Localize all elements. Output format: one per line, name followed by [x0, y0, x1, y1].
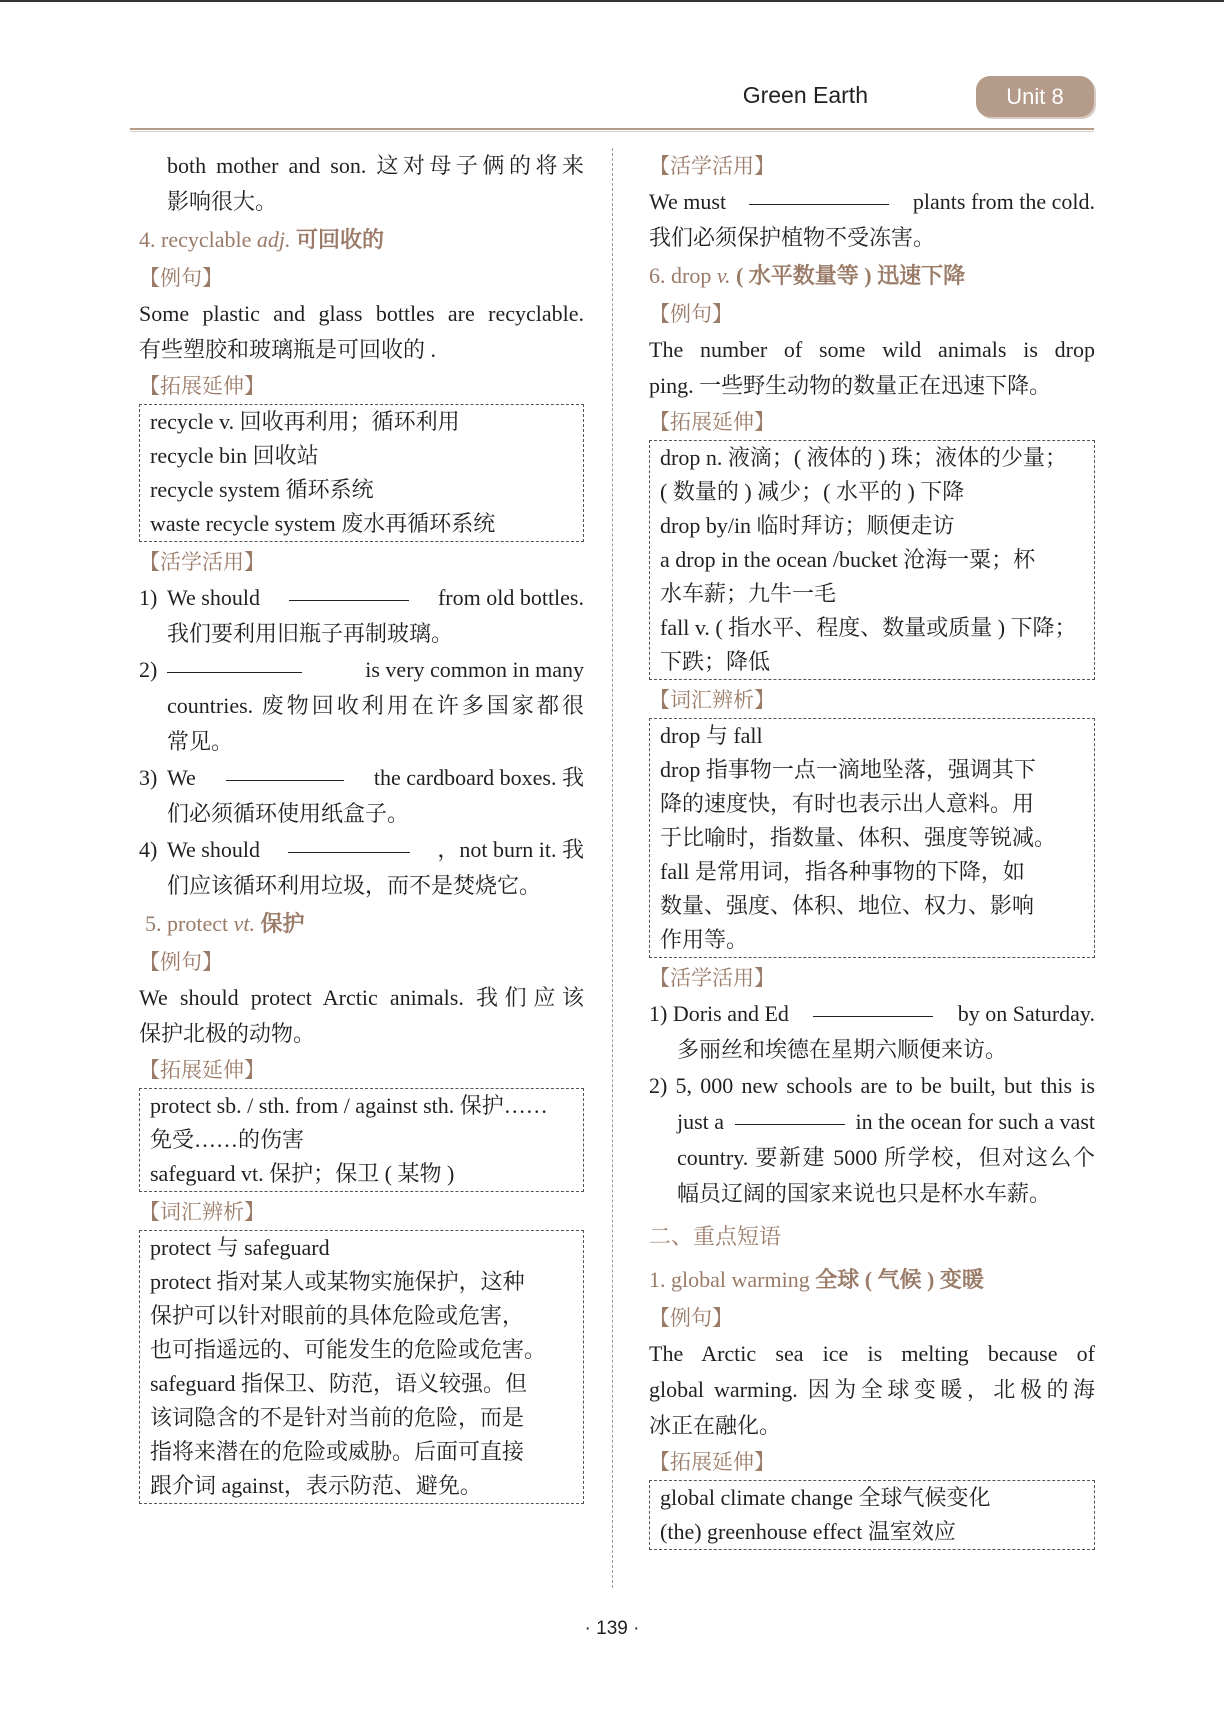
extension-line: 下跌；降低 [660, 649, 771, 674]
header-title: Green Earth [742, 82, 868, 108]
discrimination-line: 降的速度快，有时也表示出人意料。用 [660, 791, 1035, 816]
tag-practice: 【活学活用】 [649, 154, 775, 178]
header-rule-light [130, 131, 1094, 132]
exercise-2: 2) 5, 000 new schools are to be built, but this is just a in the ocean for such a vast country. 要新建 5000 所学校，但对这么个 幅员辽阔的国家来说也只是杯水车薪。 [649, 1073, 1095, 1206]
tag-extension: 【拓展延伸】 [649, 410, 775, 434]
extension-line: a drop in the ocean /bucket 沧海一粟；杯 [660, 547, 1036, 572]
tag-extension: 【拓展延伸】 [649, 1450, 775, 1474]
discrimination-box [139, 1230, 584, 1504]
discrimination-line: protect 与 safeguard [150, 1235, 330, 1260]
discrimination-line: protect 指对某人或某物实施保护，这种 [150, 1269, 525, 1294]
exercise-protect: We must plants from the cold. [649, 184, 1095, 220]
example-sentence: Some plastic and glass bottles are recyclable. [139, 301, 584, 326]
tag-example: 【例句】 [649, 302, 733, 326]
extension-box [649, 1480, 1095, 1550]
discrimination-line: 数量、强度、体积、地位、权力、影响 [660, 893, 1035, 918]
example-translation: 保护北极的动物。 [139, 1021, 316, 1046]
tag-example: 【例句】 [139, 950, 223, 974]
discrimination-line: drop 与 fall [660, 723, 763, 748]
exercise-1: 1) We should from old bottles. 我们要利用旧瓶子再制玻璃。 [139, 580, 584, 652]
extension-line: drop by/in 临时拜访；顺便走访 [660, 513, 955, 538]
exercise-2: 2) is very common in many countries. 废物回收利用在许多国家都很 常见。 [139, 652, 584, 760]
left-column [139, 148, 584, 1506]
extension-line: protect sb. / sth. from / against sth. 保护…… [150, 1093, 548, 1118]
page-number: · 139 · [584, 1618, 640, 1639]
discrimination-line: 该词隐含的不是针对当前的危险，而是 [150, 1405, 525, 1430]
example-sentence: global warming. 因为全球变暖，北极的海 [649, 1377, 1095, 1402]
tag-practice: 【活学活用】 [139, 550, 265, 574]
extension-line: global climate change 全球气候变化 [660, 1485, 991, 1510]
exercise-4: 4) We should ，not burn it. 我 们应该循环利用垃圾，而不是焚烧它。 [139, 832, 584, 904]
discrimination-line: 于比喻时，指数量、体积、强度等锐减。 [660, 825, 1057, 850]
example-sentence: We should protect Arctic animals. 我们应该 [139, 985, 584, 1010]
continued-text: 影响很大。 [167, 189, 278, 214]
entry-heading-protect: 5. protect vt. 保护 [145, 911, 305, 936]
extension-line: (the) greenhouse effect 温室效应 [660, 1519, 956, 1544]
entry-heading-drop: 6. drop v. ( 水平数量等 ) 迅速下降 [649, 263, 966, 288]
header-rule [130, 128, 1094, 130]
extension-box [139, 404, 584, 542]
extension-line: 水车薪；九牛一毛 [660, 581, 837, 606]
example-translation: 有些塑胶和玻璃瓶是可回收的 . [139, 337, 437, 362]
tag-discrimination: 【词汇辨析】 [139, 1200, 265, 1224]
extension-box [139, 1088, 584, 1192]
discrimination-line: 保护可以针对眼前的具体危险或危害， [150, 1303, 525, 1328]
discrimination-line: 作用等。 [660, 927, 749, 952]
top-border [0, 0, 1224, 2]
discrimination-line: 跟介词 against，表示防范、避免。 [150, 1473, 482, 1498]
continued-text: both mother and son. 这对母子俩的将来 [167, 153, 584, 178]
section-heading-phrases: 二、重点短语 [649, 1225, 782, 1250]
right-column [649, 148, 1095, 1552]
tag-discrimination: 【词汇辨析】 [649, 688, 775, 712]
extension-line: ( 数量的 ) 减少；( 水平的 ) 下降 [660, 479, 965, 504]
extension-line: fall v. ( 指水平、程度、数量或质量 ) 下降； [660, 615, 1077, 640]
discrimination-line: drop 指事物一点一滴地坠落，强调其下 [660, 757, 1036, 782]
extension-line: recycle system 循环系统 [150, 477, 374, 502]
tag-example: 【例句】 [649, 1306, 733, 1330]
discrimination-line: 指将来潜在的危险或威胁。后面可直接 [150, 1439, 525, 1464]
example-sentence: 冰正在融化。 [649, 1413, 782, 1438]
example-sentence: The Arctic sea ice is melting because of [649, 1341, 1095, 1366]
extension-box [649, 440, 1095, 680]
tag-practice: 【活学活用】 [649, 966, 775, 990]
column-divider [612, 148, 613, 1588]
tag-extension: 【拓展延伸】 [139, 374, 265, 398]
extension-line: waste recycle system 废水再循环系统 [150, 511, 496, 536]
example-sentence: The number of some wild animals is drop [649, 337, 1095, 362]
exercise-translation: 我们必须保护植物不受冻害。 [649, 225, 936, 250]
extension-line: drop n. 液滴；( 液体的 ) 珠；液体的少量； [660, 445, 1067, 470]
entry-heading-recyclable: 4. recyclable adj. 可回收的 [139, 227, 385, 252]
discrimination-box [649, 718, 1095, 958]
discrimination-line: safeguard 指保卫、防范，语义较强。但 [150, 1371, 528, 1396]
discrimination-line: 也可指遥远的、可能发生的危险或危害。 [150, 1337, 547, 1362]
tag-extension: 【拓展延伸】 [139, 1058, 265, 1082]
exercise-3: 3) We the cardboard boxes. 我 们必须循环使用纸盒子。 [139, 760, 584, 832]
extension-line: safeguard vt. 保护；保卫 ( 某物 ) [150, 1161, 455, 1186]
discrimination-line: fall 是常用词，指各种事物的下降，如 [660, 859, 1025, 884]
extension-line: recycle v. 回收再利用；循环利用 [150, 409, 460, 434]
example-translation: ping. 一些野生动物的数量正在迅速下降。 [649, 373, 1052, 398]
exercise-1: 1) Doris and Ed by on Saturday. 多丽丝和埃德在星期六顺便来访。 [649, 996, 1095, 1068]
extension-line: 免受……的伤害 [150, 1127, 305, 1152]
unit-badge: Unit 8 [976, 76, 1094, 117]
entry-heading-global-warming: 1. global warming 全球 ( 气候 ) 变暖 [649, 1267, 984, 1292]
tag-example: 【例句】 [139, 266, 223, 290]
extension-line: recycle bin 回收站 [150, 443, 319, 468]
